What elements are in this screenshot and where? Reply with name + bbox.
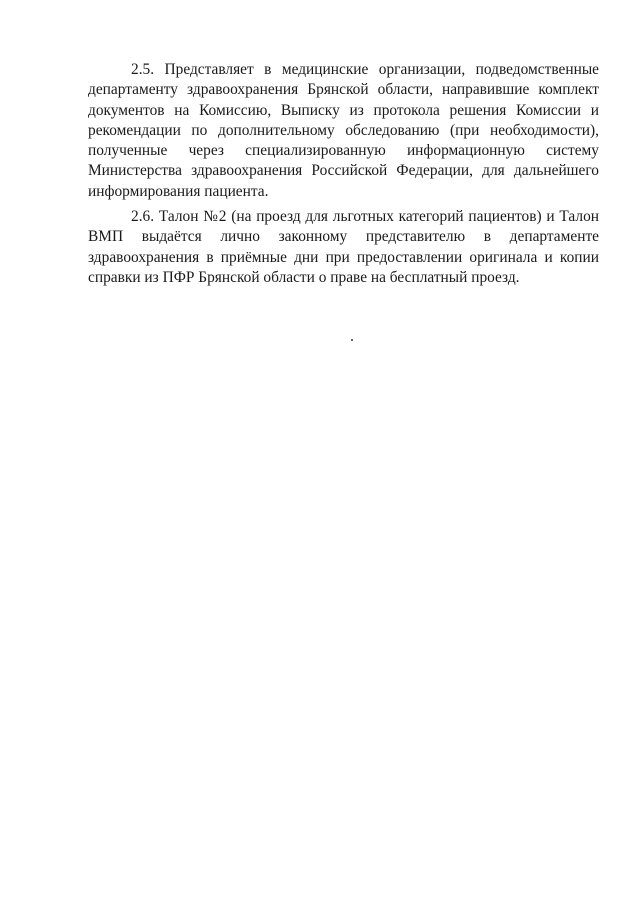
document-body (88, 60, 599, 293)
paragraph-2-6: 2.6. Талон №2 (на проезд для льготных категорий пациентов) и Талон ВМП выдаётся лично законному представителю в департаменте здравоохранения в приёмные дни при предоставлении оригинала и копии справки из ПФР Брянской области о праве на бесплатный проезд. (88, 208, 599, 286)
scan-dot-mark (351, 339, 353, 341)
paragraph-2-5: 2.5. Представляет в медицинские организации, подведомственные департаменту здравоохранения Брянской области, направившие комплект документов на Комиссию, Выписку из протокола решения Комиссии и рекомендации по дополнительному обследованию (при необходимости), полученные через специализированную информационную систему Министерства здравоохранения Российской Федерации, для дальнейшего информирования пациента. (88, 61, 599, 200)
